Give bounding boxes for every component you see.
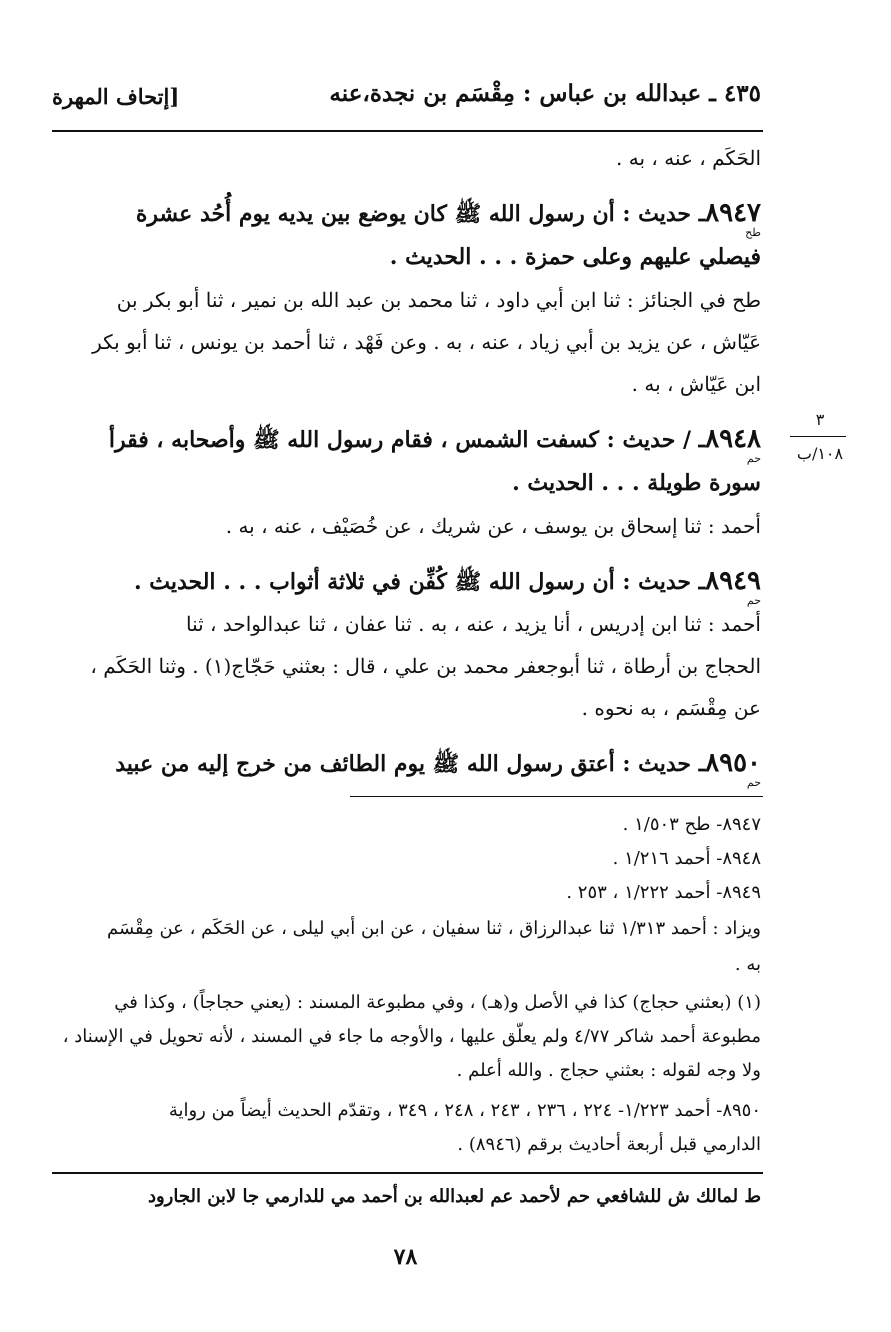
footnote-line: ٨٩٤٩- أحمد ١/٢٢٢ ، ٢٥٣ . [566,882,761,903]
isnad-line: عَيّاش ، عن يزيد بن أبي زياد ، عنه ، به . وعن فَهْد ، ثنا أحمد بن يونس ، ثنا أبو بكر [92,330,761,354]
hadith-8949-line1 [48,566,761,600]
footnote-line: ٨٩٤٧- طح ١/٥٠٣ . [622,814,761,835]
margin-folio: ١٠٨/ب [796,444,844,463]
footnote-line: مطبوعة أحمد شاكر ٤/٧٧ ولم يعلّق عليها ، والأوجه ما جاء في المسند ، لأنه تحويل في الإسناد ، [62,1026,761,1047]
header-rule [52,130,763,132]
legend-rule [52,1172,763,1174]
hadith-number: ٨٩٥٠ [705,748,761,778]
margin-rule [790,436,846,437]
footnote-line: الدارمي قبل أربعة أحاديث برقم (٨٩٤٦) . [457,1134,761,1155]
hadith-number: ٨٩٤٧ [705,198,761,228]
margin-volume: ٣ [815,410,825,429]
abbreviation-legend: ط لمالك ش للشافعي حم لأحمد عم لعبدالله بن أحمد مي للدارمي جا لابن الجارود [147,1186,761,1207]
source-tag: طح [745,226,761,239]
hadith-8947-line1 [48,198,761,232]
isnad-line: أحمد : ثنا إسحاق بن يوسف ، عن شريك ، عن خُصَيْف ، عنه ، به . [225,514,761,538]
footnote-line: ٨٩٥٠- أحمد ١/٢٢٣- ٢٢٤ ، ٢٣٦ ، ٢٤٣ ، ٢٤٨ ، ٣٤٩ ، وتقدّم الحديث أيضاً من رواية [168,1100,761,1121]
hadith-text: ـ / حديث : كسفت الشمس ، فقام رسول الله ﷺ وأصحابه ، فقرأ [108,427,706,453]
hadith-text: ـ حديث : أن رسول الله ﷺ كُفِّن في ثلاثة أثواب . . . الحديث . [133,569,706,595]
page-number: ٧٨ [393,1244,418,1270]
footnote-separator [350,796,763,797]
hadith-8948-line2: سورة طويلة . . . الحديث . [512,470,761,496]
hadith-8948-line1 [48,424,761,458]
footnote-line: ويزاد : أحمد ١/٣١٣ ثنا عبدالرزاق ، ثنا سفيان ، عن ابن أبي ليلى ، عن الحَكَم ، عن مِقْسَم [106,918,761,939]
source-tag: حم [746,776,761,789]
source-tag: حم [746,594,761,607]
isnad-line: الحجاج بن أرطاة ، ثنا أبوجعفر محمد بن علي ، قال : بعثني حَجّاج(١) . وثنا الحَكَم ، [90,654,761,678]
footnote-line: (١) (بعثني حجاج) كذا في الأصل و(هـ) ، وفي مطبوعة المسند : (يعني حجاجاً) ، وكذا في [114,992,761,1013]
footnote-line: ولا وجه لقوله : بعثني حجاج . والله أعلم . [456,1060,761,1081]
text-line: الحَكَم ، عنه ، به . [616,146,761,170]
hadith-8947-line2: فيصلي عليهم وعلى حمزة . . . الحديث . [389,244,761,270]
isnad-line: عن مِقْسَم ، به نحوه . [581,696,761,720]
isnad-line: أحمد : ثنا ابن إدريس ، أنا يزيد ، عنه ، به . ثنا عفان ، ثنا عبدالواحد ، ثنا [185,612,761,636]
isnad-line: طح في الجنائز : ثنا ابن أبي داود ، ثنا محمد بن عبد الله بن نمير ، ثنا أبو بكر بن [116,288,761,312]
running-header-book: [إتحاف المهرة [52,84,180,109]
source-tag: حم [746,452,761,465]
isnad-line: ابن عَيّاش ، به . [631,372,761,396]
hadith-8950-line1 [48,748,761,782]
hadith-number: ٨٩٤٩ [705,566,761,596]
hadith-number: ٨٩٤٨ [705,424,761,454]
footnote-line: ٨٩٤٨- أحمد ١/٢١٦ . [612,848,761,869]
hadith-text: ـ حديث : أعتق رسول الله ﷺ يوم الطائف من خرج إليه من عبيد [115,751,706,777]
running-header-title: ٤٣٥ ـ عبدالله بن عباس : مِقْسَم بن نجدة،عنه [329,80,761,107]
hadith-text: ـ حديث : أن رسول الله ﷺ كان يوضع بين يديه يوم أُحُد عشرة [135,201,706,227]
footnote-line: به . [734,954,761,975]
